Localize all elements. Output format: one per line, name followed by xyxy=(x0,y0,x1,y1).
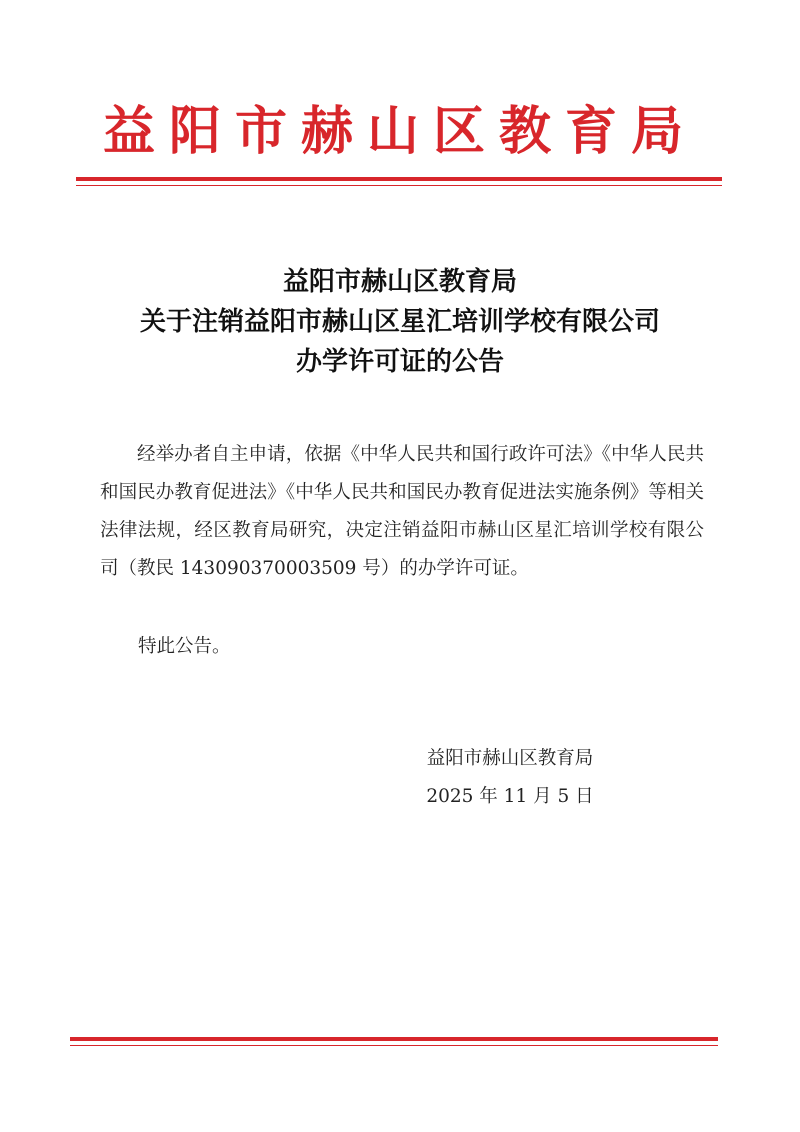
notice-title-line-3: 办学许可证的公告 xyxy=(295,347,504,377)
masthead-red-rule-thick xyxy=(76,177,722,181)
signature-block xyxy=(400,740,620,816)
notice-title-line-1: 益阳市赫山区教育局 xyxy=(282,267,517,297)
notice-body: 经举办者自主申请，依据《中华人民共和国行政许可法》《中华人民共和国民办教育促进法》《中华人民共和国民办教育促进法实施条例》等相关法律法规，经区教育局研究，决定注销益阳市赫山区星汇培训学校有限公司（教民 143090370003509 号）的办学许可证。 xyxy=(100,444,704,579)
signature-date: 2025 年 11 月 5 日 xyxy=(426,786,594,807)
notice-title-line-2: 关于注销益阳市赫山区星汇培训学校有限公司 xyxy=(139,307,660,337)
notice-title xyxy=(80,262,720,382)
notice-closing: 特此公告。 xyxy=(138,636,231,657)
signature-org: 益阳市赫山区教育局 xyxy=(426,748,594,769)
masthead-red-rule-thin xyxy=(76,185,722,186)
masthead-title: 益阳市赫山区教育局 xyxy=(102,101,697,162)
footer-red-rule-thick xyxy=(70,1037,718,1041)
footer-red-rule-thin xyxy=(70,1045,718,1046)
